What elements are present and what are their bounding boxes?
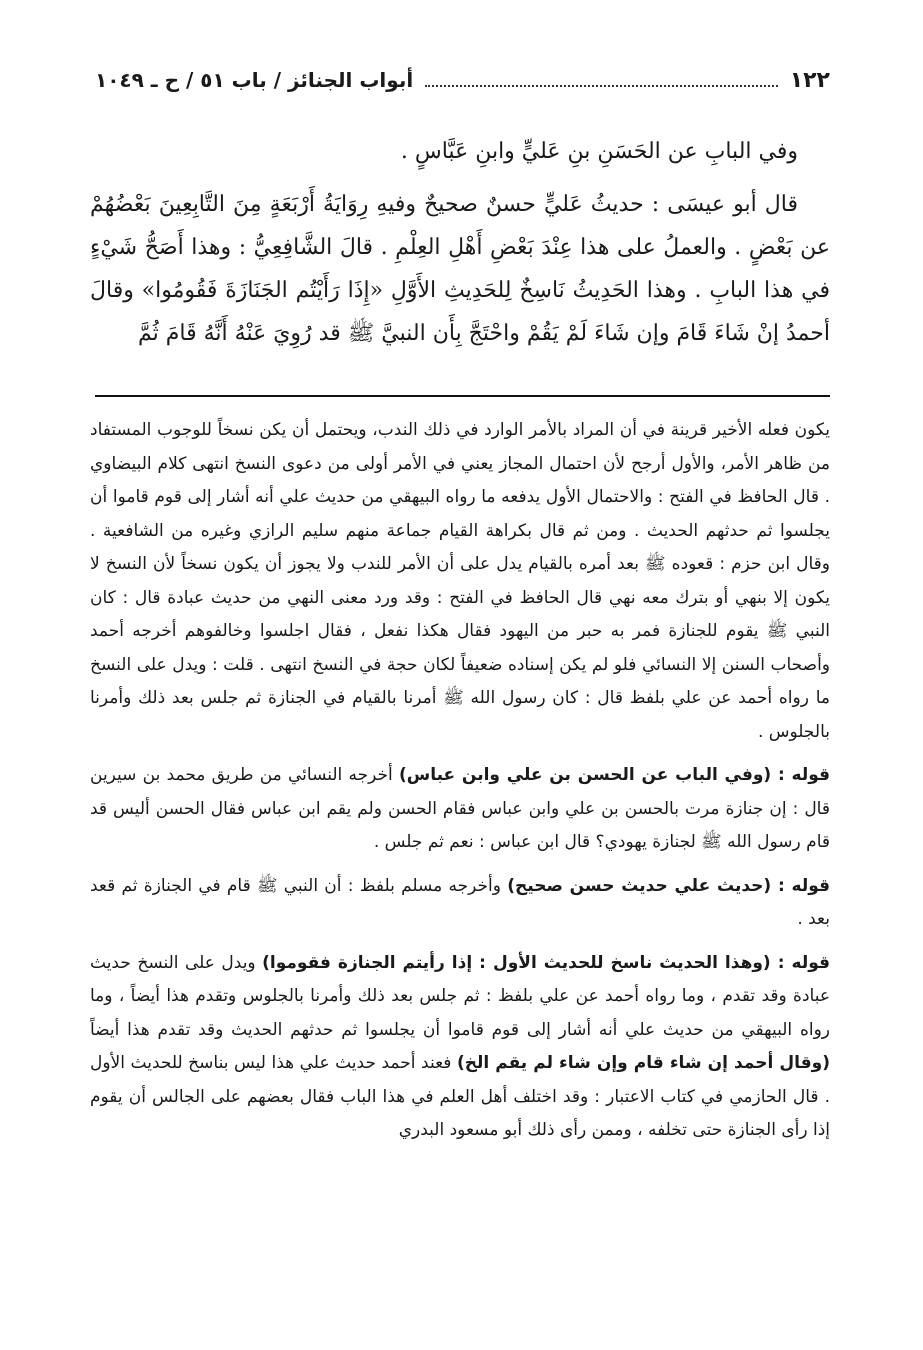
running-title: أبواب الجنائز / باب ٥١ / ح ـ ١٠٤٩ (95, 68, 414, 92)
commentary-text: فعند أحمد حديث علي هذا ليس بناسخ للحديث الأول . قال الحازمي في كتاب الاعتبار : وقد اختلف أهل العلم في هذا الباب فقال بعضهم على الجالس أن يقوم إذا رأى الجنازة حتى تخلفه ، وممن رأى ذلك أبو مسعود البدري (90, 1053, 830, 1140)
quoted-phrase: (وفي الباب عن الحسن بن علي وابن عباس) (399, 765, 772, 785)
quoted-phrase: (وهذا الحديث ناسخ للحديث الأول : إذا رأيتم الجنازة فقوموا) (262, 952, 771, 973)
commentary-paragraph-1: يكون فعله الأخير قرينة في أن المراد بالأمر الوارد في ذلك الندب، ويحتمل أن يكن نسخاً للوجوب المستفاد من ظاهر الأمر، والأول أرجح لأن احتمال المجاز يعني في الأمر أولى من دعوى النسخ انتهى كلام البيضاوي . قال الحافظ في الفتح : والاحتمال الأول يدفعه ما رواه البيهقي من حديث علي أنه أشار إلى قوم قاموا أن يجلسوا ثم حدثهم الحديث . ومن ثم قال بكراهة القيام جماعة منهم سليم الرازي وغيره من الشافعية . وقال ابن حزم : قعوده ﷺ بعد أمره بالقيام يدل على أن الأمر للندب ولا يجوز أن يكون نسخاً لأن النسخ لا يكون إلا بنهي أو بترك معه نهي قال الحافظ في الفتح : وقد ورد معنى النهي من حديث عبادة قال : كان النبي ﷺ يقوم للجنازة فمر به حبر من اليهود فقال هكذا نفعل ، فقال اجلسوا وخالفوهم أخرجه أحمد وأصحاب السنن إلا النسائي فلو لم يكن إسناده ضعيفاً لكان حجة في النسخ انتهى . قلت : ويدل على النسخ ما رواه أحمد عن علي بلفظ قال : كان رسول الله ﷺ أمرنا بالقيام في الجنازة ثم جلس بعد ذلك وأمرنا بالجلوس . (90, 420, 830, 742)
quoted-phrase: (وقال أحمد إن شاء قام وإن شاء لم يقم الخ) (456, 1053, 830, 1073)
commentary-section (90, 414, 830, 1158)
quoted-phrase: (حديث علي حديث حسن صحيح) (507, 875, 772, 896)
main-paragraph-2: قال أبو عيسَى : حديثُ عَليٍّ حسنٌ صحيحٌ وفيهِ رِوَايَةُ أَرْبَعَةٍ مِنَ التَّابِعِينَ بَعْضُهُمْ عن بَعْضٍ . والعملُ على هذا عِنْدَ بَعْضِ أَهْلِ العِلْمِ . قالَ الشَّافِعِيُّ : وهذا أَصَحُّ شَيْءٍ في هذا البابِ . وهذا الحَدِيثُ نَاسِخٌ لِلحَدِيثِ الأَوَّلِ «إِذَا رَأَيْتُم الجَنَازَةَ فَقُومُوا» وقالَ أحمدُ إنْ شَاءَ قَامَ وإن شَاءَ لَمْ يَقُمْ واحْتَجَّ بِأَن النبيَّ ﷺ قد رُوِيَ عَنْهُ أَنَّهُ قَامَ ثُمَّ (90, 192, 830, 346)
footnote-divider (95, 395, 830, 397)
page-number: ١٢٢ (789, 67, 830, 93)
main-paragraph-1: وفي البابِ عن الحَسَنِ بنِ عَليٍّ وابنِ عَبَّاسٍ . (400, 139, 798, 164)
commentary-paragraph-2 (90, 759, 830, 860)
page-header (95, 60, 830, 100)
commentary-text: أخرجه النسائي من طريق محمد بن سيرين قال : إن جنازة مرت بالحسن بن علي وابن عباس فقام الحسن ولم يقم ابن عباس فقال الحسن أليس قد قام رسول الله ﷺ لجنازة يهودي؟ قال ابن عباس : نعم ثم جلس . (90, 765, 830, 852)
commentary-paragraph-3 (90, 870, 830, 937)
qawluhu-label: قوله : (771, 765, 831, 785)
qawluhu-label: قوله : (771, 875, 830, 896)
commentary-text: ويدل على النسخ حديث عبادة وقد تقدم ، وما رواه أحمد عن علي بلفظ : ثم جلس بعد ذلك وأمرنا بالجلوس وتقدم هذا أيضاً ، وما رواه البيهقي من حديث علي أنه أشار إلى قوم قاموا أن يجلسوا ثم حدثهم الحديث وقد تقدم هذا أيضاً (90, 952, 830, 1040)
hadith-main-text (90, 130, 830, 365)
qawluhu-label: قوله : (770, 952, 830, 973)
header-dot-leader (425, 85, 778, 87)
commentary-paragraph-4 (90, 947, 830, 1148)
commentary-text: وأخرجه مسلم بلفظ : أن النبي ﷺ قام في الجنازة ثم قعد بعد . (90, 875, 830, 929)
